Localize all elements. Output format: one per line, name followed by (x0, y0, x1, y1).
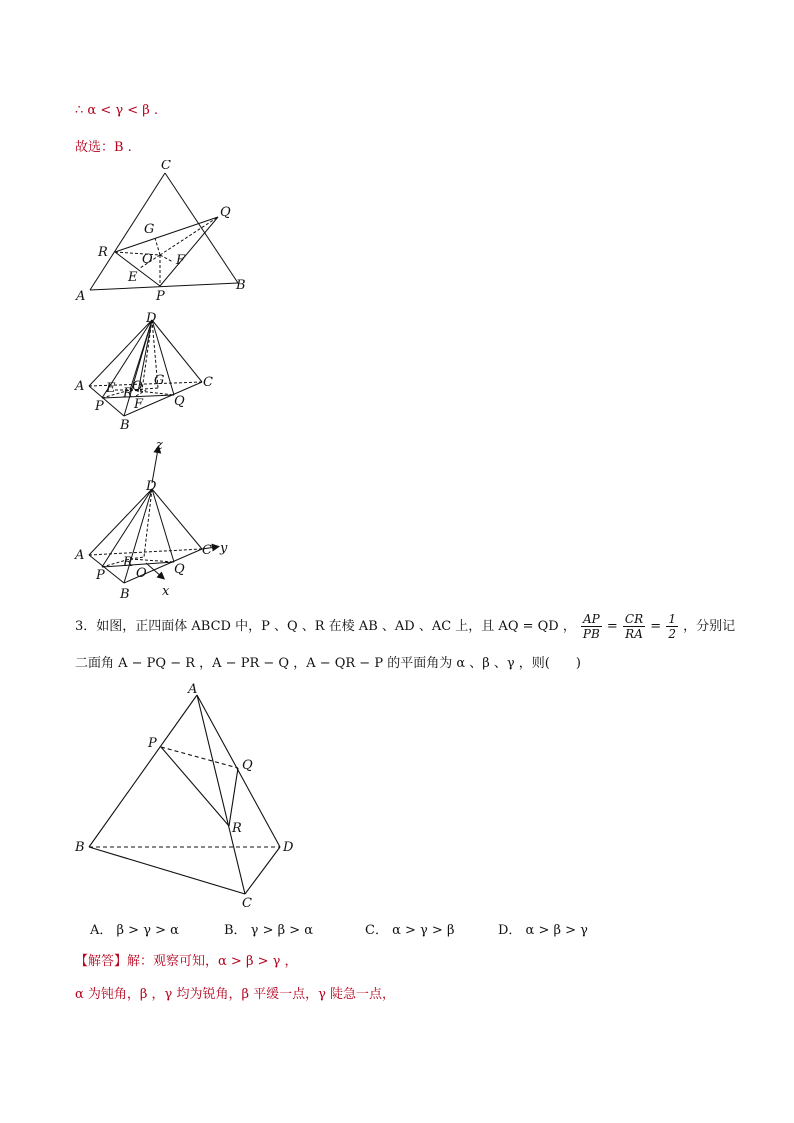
fraction-denominator: RA (625, 627, 643, 641)
equals-sign: = (606, 619, 618, 634)
label-p: P (95, 399, 104, 414)
option-a: A． β > γ > α (90, 923, 179, 938)
label-b: B (236, 278, 246, 293)
label-y: y (220, 541, 228, 556)
label-g: G (144, 222, 155, 237)
label-g: G (154, 373, 165, 388)
label-q: Q (174, 394, 185, 409)
label-d: D (146, 479, 157, 494)
label-f: F (176, 253, 186, 268)
label-c: C (161, 160, 171, 173)
label-d: D (146, 311, 157, 326)
fraction-cr-ra (623, 612, 645, 641)
question-line-1-pre: 3．如图，正四面体 ABCD 中，P 、Q 、R 在棱 AB 、AD 、AC 上，且 AQ = QD ， (75, 619, 576, 634)
figure-triangle-abc (70, 160, 260, 305)
label-z: z (156, 438, 163, 453)
label-f: F (134, 397, 144, 412)
label-c: C (242, 896, 252, 910)
label-r: R (98, 245, 108, 260)
choice-line: 故选：B . (75, 140, 132, 155)
figure-tetrahedron-axes (70, 435, 240, 600)
label-q: Q (242, 758, 253, 773)
figure-question-tetrahedron (70, 680, 310, 910)
label-b: B (120, 418, 130, 433)
label-b: B (120, 587, 130, 600)
question-line-2: 二面角 A − PQ − R ，A − PR − Q ，A − QR − P 的平面角为 α 、β 、γ ，则( ) (75, 656, 581, 671)
label-r: R (232, 821, 242, 836)
therefore-line: ∴ α < γ < β . (75, 103, 159, 118)
fraction-numerator: AP (582, 612, 600, 626)
label-e: E (128, 270, 138, 285)
label-b: B (75, 840, 85, 855)
label-q: Q (220, 205, 231, 220)
answer-line-2: α 为钝角，β ，γ 均为锐角，β 平缓一点，γ 陡急一点， (75, 987, 396, 1002)
answer-text: 解：观察可知，α > β > γ ， (127, 954, 298, 969)
label-q: Q (174, 562, 185, 577)
answer-tag: 【解答】 (75, 954, 128, 969)
fraction-denominator: PB (582, 627, 600, 641)
label-o: O (136, 566, 147, 581)
answer-line-1 (75, 950, 298, 969)
option-c: C． α > γ > β (365, 923, 455, 938)
label-d: D (283, 840, 294, 855)
label-p: P (156, 289, 165, 304)
label-o: O (132, 379, 143, 394)
question-line-1-post: ，分别记 (683, 619, 736, 634)
label-p: P (148, 736, 157, 751)
label-x: x (162, 584, 170, 599)
label-a: A (76, 289, 86, 304)
label-p: P (96, 568, 105, 583)
equals-sign: = (650, 619, 662, 634)
label-a: A (75, 379, 85, 394)
label-r: R (123, 386, 133, 401)
label-r: R (123, 555, 133, 570)
label-a: A (188, 682, 198, 697)
label-a: A (75, 548, 85, 563)
option-b: B． γ > β > α (224, 923, 314, 938)
label-c: C (202, 543, 212, 558)
question-line-1 (75, 612, 735, 641)
fraction-numerator: CR (624, 612, 644, 626)
fraction-ap-pb (581, 612, 602, 641)
label-o: O (142, 252, 153, 267)
option-d: D． α > β > γ (498, 923, 588, 938)
figure-tetrahedron-1 (70, 310, 230, 435)
label-e: E (106, 381, 116, 396)
label-c: C (203, 375, 213, 390)
fraction-one-half (666, 612, 678, 641)
fraction-numerator: 1 (668, 612, 676, 626)
fraction-denominator: 2 (668, 627, 676, 641)
